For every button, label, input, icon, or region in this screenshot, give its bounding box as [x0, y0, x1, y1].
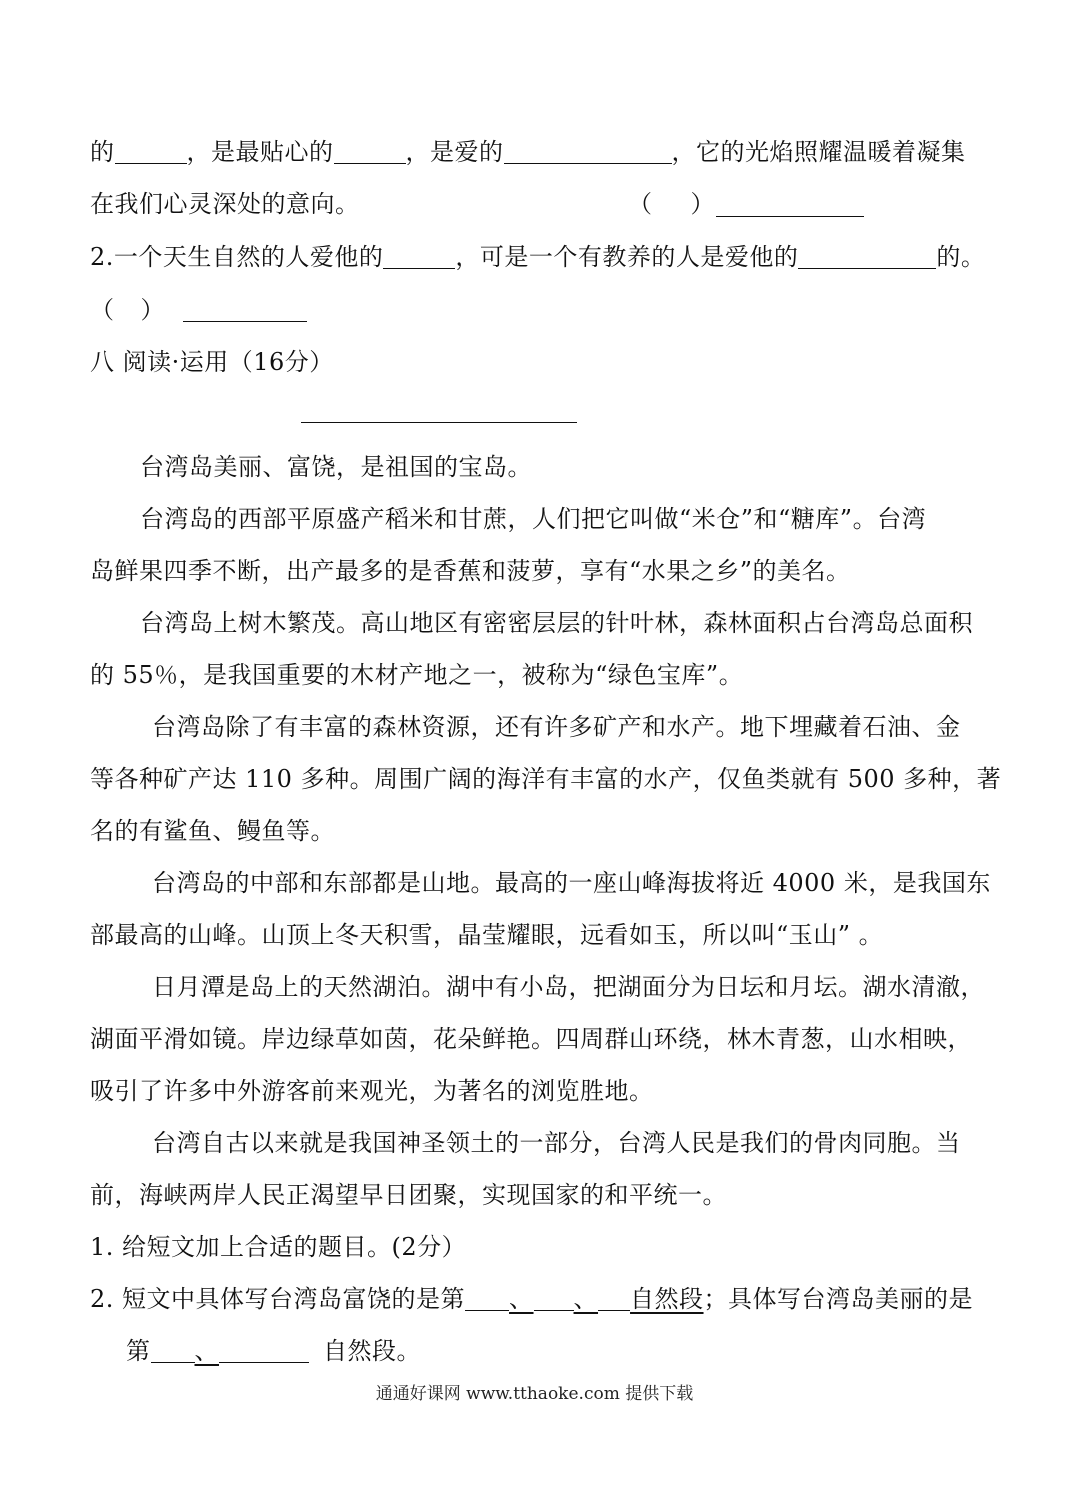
- text: ，是最贴心的: [186, 138, 334, 166]
- answer-blank[interactable]: [115, 139, 187, 164]
- text: ，是爱的: [405, 138, 504, 166]
- text: ，可是一个有教养的人是爱他的: [455, 243, 799, 271]
- answer-blank[interactable]: [383, 244, 455, 269]
- question-1: 1. 给短文加上合适的题目。(2分）: [90, 1233, 467, 1261]
- answer-blank[interactable]: [183, 297, 307, 322]
- passage-line: 名的有鲨鱼、鳗鱼等。: [90, 817, 335, 845]
- passage-line: 台湾自古以来就是我国神圣领土的一部分，台湾人民是我们的骨肉同胞。当: [152, 1129, 961, 1157]
- passage-line: 的 55％，是我国重要的木材产地之一，被称为“绿色宝库”。: [90, 661, 744, 689]
- passage-title-blank[interactable]: [301, 422, 577, 423]
- text: 2. 短文中具体写台湾岛富饶的是第: [90, 1285, 466, 1313]
- passage-line: 部最高的山峰。山顶上冬天积雪，晶莹耀眼，远看如玉，所以叫“玉山” 。: [90, 921, 884, 949]
- text: 自然段: [630, 1285, 704, 1313]
- text: 自然段。: [323, 1337, 421, 1365]
- fill-question-2-answer: [90, 294, 979, 326]
- passage-line: 台湾岛的西部平原盛产稻米和甘蔗，人们把它叫做“米仓”和“糖库”。台湾: [140, 505, 927, 533]
- passage-line: 日月潭是岛上的天然湖泊。湖中有小岛，把湖面分为日坛和月坛。湖水清澈，: [152, 973, 985, 1001]
- text: 的: [90, 138, 115, 166]
- fill-question-2: [90, 241, 986, 273]
- footer-source: 通通好课网 www.tthaoke.com 提供下载: [375, 1384, 694, 1404]
- passage-line: 前，海峡两岸人民正渴望早日团聚，实现国家的和平统一。: [90, 1181, 727, 1209]
- text: 、: [509, 1285, 534, 1313]
- text: ；具体写台湾岛美丽的是: [703, 1285, 974, 1313]
- text: 、: [194, 1337, 219, 1365]
- answer-blank[interactable]: [716, 192, 864, 217]
- text: 、: [573, 1285, 599, 1313]
- answer-blank[interactable]: [334, 139, 406, 164]
- answer-blank[interactable]: [151, 1338, 195, 1363]
- passage-line: 岛鲜果四季不断，出产最多的是香蕉和菠萝，享有“水果之乡”的美名。: [90, 557, 851, 585]
- fill-line-1: [90, 136, 979, 168]
- section-title: 八 阅读·运用（16分）: [90, 348, 334, 376]
- passage-line: 吸引了许多中外游客前来观光，为著名的浏览胜地。: [90, 1077, 654, 1105]
- passage-line: 等各种矿产达 110 多种。周围广阔的海洋有丰富的水产，仅鱼类就有 500 多种，著: [90, 765, 1002, 793]
- answer-parens[interactable]: （ ）: [628, 190, 715, 218]
- answer-blank[interactable]: [219, 1338, 309, 1363]
- passage-line: 台湾岛上树木繁茂。高山地区有密密层层的针叶林，森林面积占台湾岛总面积: [140, 609, 973, 637]
- fill-line-2: [90, 188, 979, 220]
- text: ，它的光焰照耀温暖着凝集: [671, 138, 966, 166]
- answer-blank[interactable]: [798, 244, 936, 269]
- passage-line: 台湾岛美丽、富饶，是祖国的宝岛。: [140, 453, 532, 481]
- answer-blank[interactable]: [534, 1286, 574, 1311]
- answer-blank[interactable]: [504, 139, 672, 164]
- passage-line: 台湾岛除了有丰富的森林资源，还有许多矿产和水产。地下埋藏着石油、金: [152, 713, 961, 741]
- text: 第: [126, 1337, 151, 1365]
- answer-blank[interactable]: [598, 1286, 630, 1311]
- passage-line: 台湾岛的中部和东部都是山地。最高的一座山峰海拔将近 4000 米，是我国东: [152, 869, 991, 897]
- answer-parens[interactable]: （ ）: [90, 296, 165, 324]
- question-2-cont: [126, 1335, 979, 1367]
- passage-line: 湖面平滑如镜。岸边绿草如茵，花朵鲜艳。四周群山环绕，林木青葱，山水相映，: [90, 1025, 972, 1053]
- text: 2.一个天生自然的人爱他的: [90, 243, 384, 271]
- text: 在我们心灵深处的意向。: [90, 190, 360, 218]
- answer-blank[interactable]: [465, 1286, 509, 1311]
- question-2: [90, 1283, 979, 1315]
- text: 的。: [936, 243, 986, 271]
